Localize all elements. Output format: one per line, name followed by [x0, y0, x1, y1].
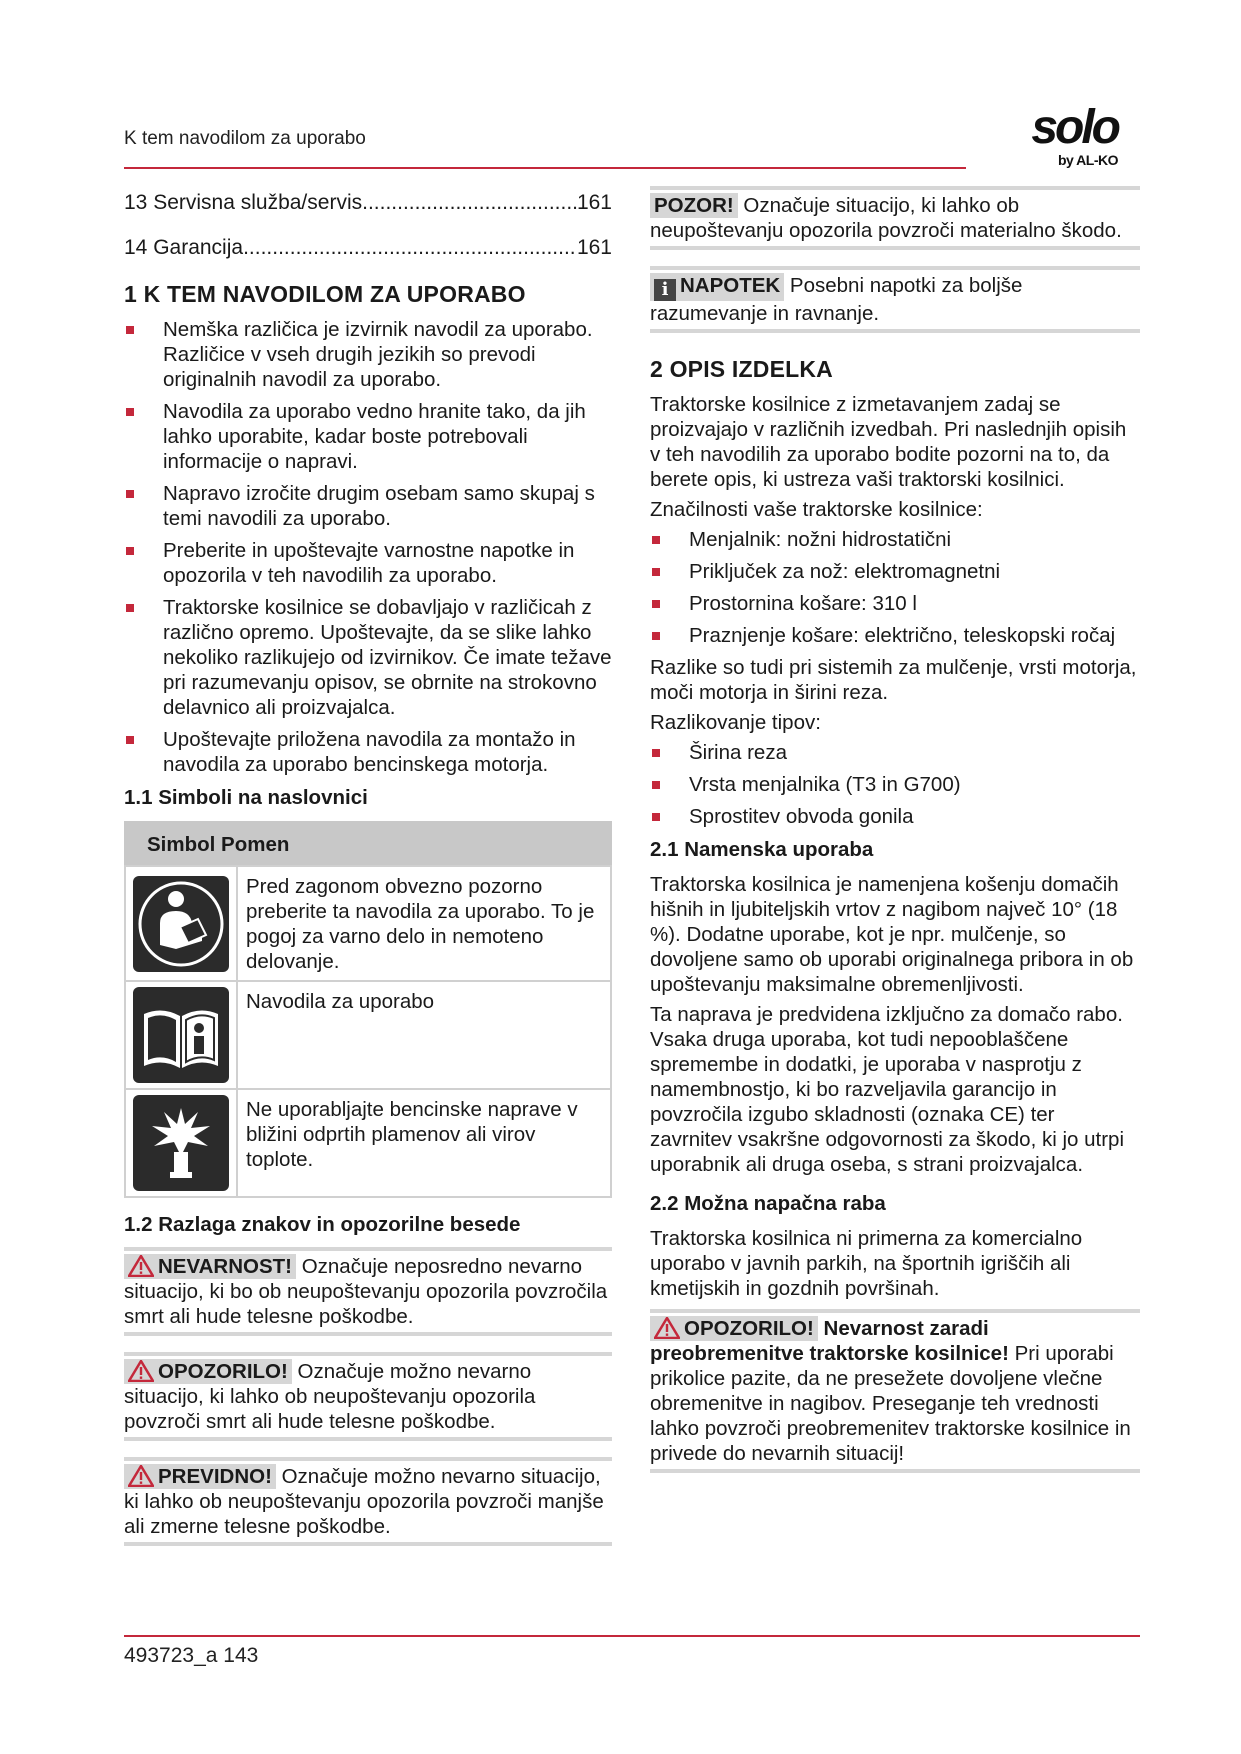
notice-text: Posebni napotki za boljše razumevanje in ravnanje. — [650, 274, 1023, 325]
paragraph: Razlike so tudi pri sistemih za mulčenje, vrsti motorja, moči motorja in širini reza. — [650, 656, 1137, 704]
table-header: Simbol Pomen — [125, 822, 611, 866]
notice-text: Pri uporabi prikolice pazite, da ne presežete dovoljene vlečne obremenitve in nagibov. Preseganje teh vrednosti lahko povzroči preobremenitev traktorske kosilnice in privede do nevarnih situacij! — [650, 1342, 1131, 1465]
table-row — [125, 1089, 611, 1197]
notice-label: NEVARNOST! — [158, 1255, 293, 1278]
right-column — [650, 186, 1140, 1489]
hint-notice — [650, 266, 1140, 333]
brand-logo — [1000, 101, 1118, 170]
notice-label: OPOZORILO! — [684, 1317, 814, 1340]
list-item: Napravo izročite drugim osebam samo skupaj s temi navodili za uporabo. — [124, 481, 612, 531]
list-item: Praznjenje košare: električno, teleskopski ročaj — [650, 623, 1140, 648]
page-number: 493723_a 143 — [124, 1644, 259, 1667]
list-item: Menjalnik: nožni hidrostatični — [650, 527, 1140, 552]
logo-subline: by AL-KO — [1057, 152, 1118, 168]
bullet-list — [124, 317, 612, 777]
info-icon: i — [654, 279, 676, 301]
toc-label: 13 Servisna služba/servis — [124, 191, 363, 214]
list-item: Upoštevajte priložena navodila za montažo in navodila za uporabo bencinskega motorja. — [124, 727, 612, 777]
paragraph: Traktorske kosilnice z izmetavanjem zadaj se proizvajajo v različnih izvedbah. Pri naslednjih opisih v teh navodilih za uporabo bodite pozorni na to, da berete opis, ki ustreza vaši traktorski kosilnici. — [650, 393, 1127, 491]
paragraph: Traktorska kosilnica ni primerna za komercialno uporabo v javnih parkih, na športnih igriščih ali kmetijskih in gozdnih površinah. — [650, 1227, 1083, 1300]
list-item: Preberite in upoštevajte varnostne napotke in opozorila v teh navodilih za uporabo. — [124, 538, 612, 588]
header-divider — [124, 167, 966, 169]
danger-notice — [124, 1247, 612, 1336]
table-row — [125, 866, 611, 981]
left-column — [124, 190, 612, 1562]
list-item: Priključek za nož: elektromagnetni — [650, 559, 1140, 584]
warning-triangle-icon — [128, 1360, 154, 1382]
table-row — [125, 981, 611, 1089]
bullet-list — [650, 740, 1140, 829]
warning-triangle-icon — [128, 1255, 154, 1277]
no-open-flame-icon — [133, 1095, 229, 1191]
logo-wordmark: solo — [1031, 101, 1118, 154]
subsection-heading: 1.2 Razlaga znakov in opozorilne besede — [124, 1213, 521, 1236]
notice-text: Označuje možno nevarno situacijo, ki lahko ob neupoštevanju opozorila povzroči smrt ali hude telesne poškodbe. — [124, 1360, 536, 1433]
symbol-table — [124, 821, 612, 1198]
paragraph: Traktorska kosilnica je namenjena košenju domačih hišnih in ljubiteljskih vrtov z nagibom največ 10° (18 %). Dodatne uporabe, kot je npr. mulčenje, so dovoljene samo ob uporabi originalnega pribora in ob upoštevanju maksimalne obremenljivosti. — [650, 873, 1134, 996]
subsection-heading: 2.2 Možna napačna raba — [650, 1192, 886, 1215]
table-cell: Ne uporabljajte bencinske naprave v bližini odprtih plamenov ali virov toplote. — [237, 1089, 611, 1197]
list-item: Prostornina košare: 310 l — [650, 591, 1140, 616]
warning-triangle-icon — [654, 1317, 680, 1339]
overload-warning-notice — [650, 1309, 1140, 1473]
toc-page: 161 — [576, 191, 612, 214]
list-item: Traktorske kosilnice se dobavljajo v različicah z različno opremo. Upoštevajte, da se slike lahko nekoliko razlikujejo od izvirnikov. Če imate težave pri razumevanju opisov, se obrnite na strokovno delavnico ali proizvajalca. — [124, 595, 612, 720]
warning-triangle-icon — [128, 1465, 154, 1487]
notice-label: PREVIDNO! — [158, 1465, 272, 1488]
subsection-heading: 2.1 Namenska uporaba — [650, 838, 874, 861]
paragraph: Ta naprava je predvidena izključno za domačo rabo. Vsaka druga uporaba, kot tudi nepooblaščene spremembe in dodatki, je uporaba v nasprotju z namembnostjo, ki bo razveljavila garancijo in povzročila izgubo skladnosti (oznaka CE) ter zavrnitev vsakršne odgovornosti za škodo, ki jo utrpi uporabnik ali druga oseba, s strani proizvajalca. — [650, 1003, 1125, 1176]
notice-label: NAPOTEK — [680, 274, 781, 297]
paragraph: Značilnosti vaše traktorske kosilnice: — [650, 498, 983, 521]
list-item: Vrsta menjalnika (T3 in G700) — [650, 772, 1140, 797]
paragraph: Razlikovanje tipov: — [650, 711, 821, 734]
notice-text: Označuje neposredno nevarno situacijo, ki bo ob neupoštevanju opozorila povzročila smrt ali hude telesne poškodbe. — [124, 1255, 608, 1328]
running-header: K tem navodilom za uporabo — [124, 128, 366, 149]
list-item: Navodila za uporabo vedno hranite tako, da jih lahko uporabite, kadar boste potrebovali informacije o napravi. — [124, 399, 612, 474]
list-item: Širina reza — [650, 740, 1140, 765]
notice-label: POZOR! — [650, 193, 738, 218]
list-item: Sprostitev obvoda gonila — [650, 804, 1140, 829]
toc-entry[interactable] — [124, 190, 612, 216]
section-heading: 1 K TEM NAVODILOM ZA UPORABO — [124, 281, 526, 307]
notice-text: Označuje možno nevarno situacijo, ki lahko ob neupoštevanju opozorila povzroči manjše ali zmerne telesne poškodbe. — [124, 1465, 604, 1538]
toc-label: 14 Garancija — [124, 236, 244, 259]
bullet-list — [650, 527, 1140, 648]
toc-entry[interactable] — [124, 235, 612, 261]
section-heading: 2 OPIS IZDELKA — [650, 356, 833, 382]
notice-label: OPOZORILO! — [158, 1360, 288, 1383]
list-item: Nemška različica je izvirnik navodil za uporabo. Različice v vseh drugih jezikih so prevodi originalnih navodil za uporabo. — [124, 317, 612, 392]
notice-bold-text: Nevarnost zaradi preobremenitve traktorske kosilnice! — [650, 1317, 1009, 1365]
attention-notice — [650, 186, 1140, 250]
notice-text: Označuje situacijo, ki lahko ob neupoštevanju opozorila povzroči materialno škodo. — [650, 194, 1122, 242]
table-cell: Pred zagonom obvezno pozorno preberite ta navodila za uporabo. To je pogoj za varno delo in nemoteno delovanje. — [237, 866, 611, 981]
manual-info-icon — [133, 987, 229, 1083]
read-manual-icon — [133, 876, 229, 972]
warning-notice — [124, 1352, 612, 1441]
footer-divider — [124, 1635, 1140, 1637]
table-cell: Navodila za uporabo — [237, 981, 611, 1089]
toc-page: 161 — [576, 236, 612, 259]
subsection-heading: 1.1 Simboli na naslovnici — [124, 786, 368, 809]
caution-notice — [124, 1457, 612, 1546]
